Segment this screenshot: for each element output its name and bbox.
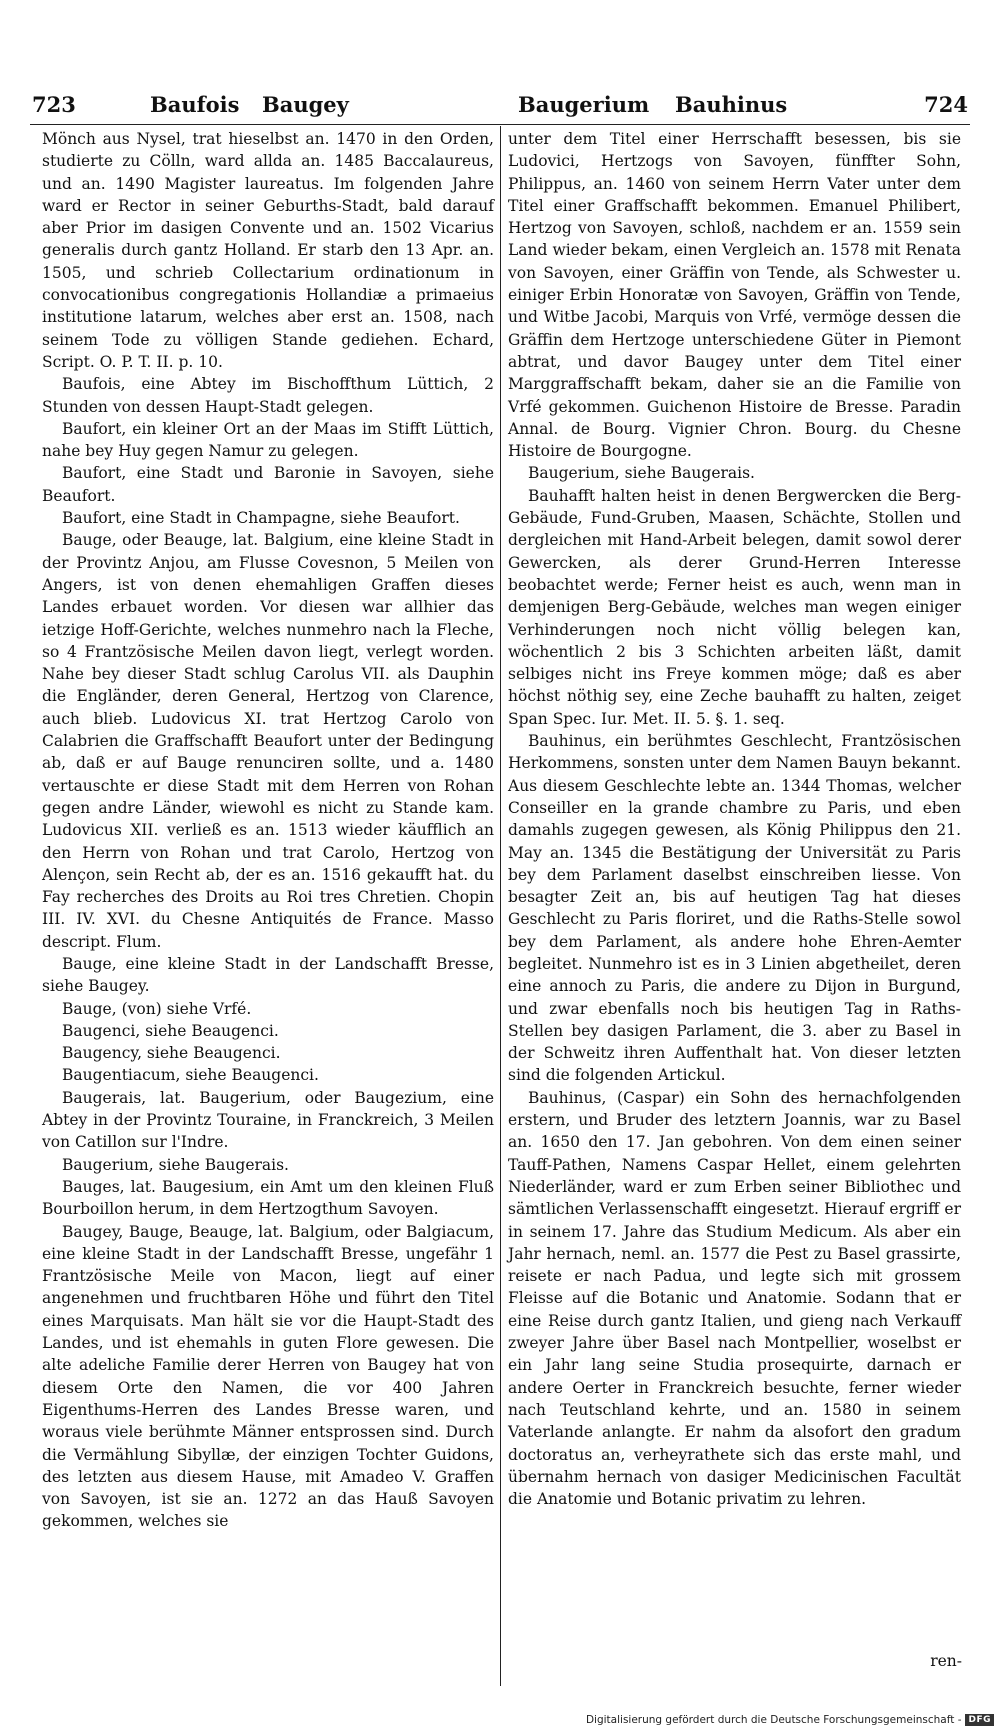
- entry-paragraph: Bauge, eine kleine Stadt in der Landschafft Bresse, siehe Baugey.: [42, 954, 494, 996]
- entry-paragraph: Baugenci, siehe Beaugenci.: [62, 1021, 279, 1040]
- entry-paragraph: Bauhinus, ein berühmtes Geschlecht, Frantzösischen Herkommens, sonsten unter dem Namen Bauyn bekannt. Aus diesem Geschlechte lebte an. 1344 Thomas, welcher Conseiller en la grande chambre zu Paris, und eben damahls zugegen gewesen, als König Philippus den 21. May an. 1345 die Bestätigung der Universität zu Paris bey dem Parlament daselbst einschreiben liesse. Von besagter Zeit an, bis auf heutigen Tag hat dieses Geschlecht zu Paris floriret, und die Raths-Stelle sowol bey dem Parlament, als andere hohe Ehren-Aemter begleitet. Nunmehro ist es in 3 Linien abgetheilet, deren eine annoch zu Paris, die andere zu Dijon in Burgund, und zwar ebenfalls noch bis heutigen Tag in Raths-Stellen bey dasigen Parlament, die 3. aber zu Basel in der Schweitz ihren Auffenthalt hat. Von dieser letzten sind die folgenden Artickul.: [508, 732, 961, 1085]
- page-number-left: 723: [32, 92, 76, 117]
- catchword: ren-: [930, 1652, 962, 1670]
- entry-paragraph: Bauge, (von) siehe Vrfé.: [62, 999, 252, 1018]
- keyword-right-1: Baugerium: [518, 92, 650, 117]
- keyword-left-2: Baugey: [262, 92, 349, 117]
- entry-paragraph: Baufort, eine Stadt und Baronie in Savoyen, siehe Beaufort.: [42, 464, 494, 505]
- entry-paragraph: Baugerium, siehe Baugerais.: [528, 464, 755, 483]
- column-divider: [500, 126, 501, 1686]
- entry-paragraph: Bauhinus, (Caspar) ein Sohn des hernachfolgenden erstern, und Bruder des letztern Joannis, war zu Basel an. 1650 den 17. Jan gebohren. Von dem einen seiner Tauff-Pathen, Namens Caspar Hellet, einem gelehrten Niederländer, ward er zum Erben seiner Bibliothec und sämtlichen Verlassenschafft eingesetzt. Hierauf ergriff er in seinem 17. Jahre das Studium Medicum. Als aber ein Jahr hernach, neml. an. 1577 die Pest zu Basel grassirte, reisete er nach Padua, und legte sich mit grossem Fleisse auf die Botanic und Anatomie. Sodann that er eine Reise durch gantz Italien, und gieng nach Verkauff zweyer Jahre über Basel nach Montpellier, woselbst er ein Jahr lang seine Studia prosequirte, darnach er andere Oerter in Franckreich besuchte, ferner wieder nach Teutschland kehrte, und an. 1580 in seinem Vaterlande anlangte. Er nahm da alsofort den gradum doctoratus an, verheyrathete sich das erste mahl, und übernahm hernach von dasiger Medicinischen Facultät die Anatomie und Botanic privatim zu lehren.: [508, 1088, 961, 1509]
- entry-paragraph: Baugerium, siehe Baugerais.: [62, 1155, 289, 1174]
- footer-text: Digitalisierung gefördert durch die Deutsche Forschungsgemeinschaft -: [585, 1714, 962, 1726]
- keyword-left-1: Baufois: [150, 92, 240, 117]
- entry-paragraph: Baugey, Bauge, Beauge, lat. Balgium, oder Balgiacum, eine kleine Stadt in der Landschafft Bresse, ungefähr 1 Frantzösische Meile von Macon, liegt auf einer angenehmen und fruchtbaren Höhe und führt den Titel eines Marquisats. Man hält sie vor die Haupt-Stadt des Landes, und ist ehemahls in guten Flore gewesen. Die alte adeliche Familie derer Herren von Baugey hat von diesem Orte den Namen, die vor 400 Jahren Eigenthums-Herren des Landes Bresse waren, und woraus viele berühmte Männer entsprossen sind. Durch die Vermählung Sibyllæ, der einzigen Tochter Guidons, des letzten aus diesem Hause, mit Amadeo V. Graffen von Savoyen, ist sie an. 1272 an das Hauß Savoyen gekommen, welches sie: [42, 1222, 494, 1531]
- dfg-logo-icon: DFG: [965, 1714, 994, 1726]
- running-head: [30, 90, 970, 125]
- digitization-footer: [586, 1714, 994, 1726]
- keyword-right-2: Bauhinus: [675, 92, 788, 117]
- left-column: [42, 128, 494, 1533]
- entry-paragraph: Bauges, lat. Baugesium, ein Amt um den kleinen Fluß Bourboillon herum, in dem Hertzogthum Savoyen.: [42, 1177, 494, 1219]
- page-number-right: 724: [924, 92, 968, 117]
- entry-paragraph: Baufort, ein kleiner Ort an der Maas im Stifft Lüttich, nahe bey Huy gegen Namur zu gelegen.: [42, 419, 494, 461]
- entry-paragraph: Baufois, eine Abtey im Bischoffthum Lüttich, 2 Stunden von dessen Haupt-Stadt gelegen.: [42, 375, 494, 416]
- entry-paragraph: Bauge, oder Beauge, lat. Balgium, eine kleine Stadt in der Provintz Anjou, am Flusse Covesnon, 5 Meilen von Angers, ist von denen ehemahligen Graffen dieses Landes erbauet worden. Vor diesen war allhier das ietzige Hoff-Gerichte, welches nunmehro nach la Fleche, so 4 Frantzösische Meilen davon liegt, verlegt worden. Nahe bey dieser Stadt schlug Carolus VII. als Dauphin die Engländer, deren General, Hertzog von Clarence, auch blieb. Ludovicus XI. trat Hertzog Carolo von Calabrien die Graffschafft Beaufort unter der Bedingung ab, daß er auf Bauge renunciren sollte, und a. 1480 vertauschte er diese Stadt mit dem Herren von Rohan gegen andre Länder, wiewohl es nicht zu Stande kam. Ludovicus XII. verließ es an. 1513 wieder käufflich an den Herrn von Rohan und trat Carolo, Hertzog von Alençon, sein Recht ab, der es an. 1516 gekaufft hat. du Fay recherches des Droits au Roi tres Chretien. Chopin III. IV. XVI. du Chesne Antiquités de France. Masso descript. Flum.: [42, 531, 494, 951]
- entry-paragraph: Baugerais, lat. Baugerium, oder Baugezium, eine Abtey in der Provintz Touraine, in Franckreich, 3 Meilen von Catillon sur l'Indre.: [42, 1088, 494, 1152]
- entry-paragraph: unter dem Titel einer Herrschafft besessen, bis sie Ludovici, Hertzogs von Savoyen, fünffter Sohn, Philippus, an. 1460 von seinem Herrn Vater unter dem Titel einer Graffschafft bekommen. Emanuel Philibert, Hertzog von Savoyen, schloß, nachdem er an. 1559 sein Land wieder bekam, einen Vergleich an. 1578 mit Renata von Savoyen, einer Gräffin von Tende, als Schwester u. einiger Erbin Honoratæ von Savoyen, Gräffin von Tende, und Witbe Jacobi, Marquis von Vrfé, vermöge dessen die Gräffin dem Hertzoge unterschiedene Güter in Piemont abtrat, und davor Baugey unter dem Titel einer Marggraffschafft bekam, daher sie an die Familie von Vrfé gekommen. Guichenon Histoire de Bresse. Paradin Annal. de Bourg. Vignier Chron. Bourg. du Chesne Histoire de Bourgogne.: [508, 130, 961, 461]
- entry-paragraph: Bauhafft halten heist in denen Bergwercken die Berg-Gebäude, Fund-Gruben, Maasen, Schächte, Stollen und dergleichen mit Hand-Arbeit belegen, damit sowol derer Gewercken, als derer Grund-Herren Interesse beobachtet werde; Ferner heist es auch, wenn man in demjenigen Berg-Gebäude, welches man wegen einiger Verhinderungen noch nicht völlig belegen kan, wöchentlich 2 bis 3 Schichten arbeiten läßt, damit selbiges nicht ins Freye kommen möge; daß es aber höchst nöthig sey, eine Zeche bauhafft zu halten, zeiget Span Spec. Iur. Met. II. 5. §. 1. seq.: [508, 486, 961, 728]
- entry-paragraph: Mönch aus Nysel, trat hieselbst an. 1470 in den Orden, studierte zu Cölln, ward allda an. 1485 Baccalaureus, und an. 1490 Magister laureatus. Im folgenden Jahre ward er Rector in seiner Geburths-Stadt, bald darauf aber Prior im dasigen Convente und an. 1502 Vicarius generalis durch gantz Holland. Er starb den 13 Apr. an. 1505, und schrieb Collectarium ordinationum in convocationibus congregationis Hollandiæ a primaeius institutione latarum, welches aber erst an. 1508, nach seinem Tode zu völligen Stande gediehen. Echard, Script. O. P. T. II. p. 10.: [42, 130, 494, 371]
- entry-paragraph: Baugentiacum, siehe Beaugenci.: [62, 1066, 319, 1085]
- entry-paragraph: Baufort, eine Stadt in Champagne, siehe Beaufort.: [62, 509, 460, 528]
- right-column: [508, 128, 961, 1510]
- entry-paragraph: Baugency, siehe Beaugenci.: [62, 1044, 281, 1063]
